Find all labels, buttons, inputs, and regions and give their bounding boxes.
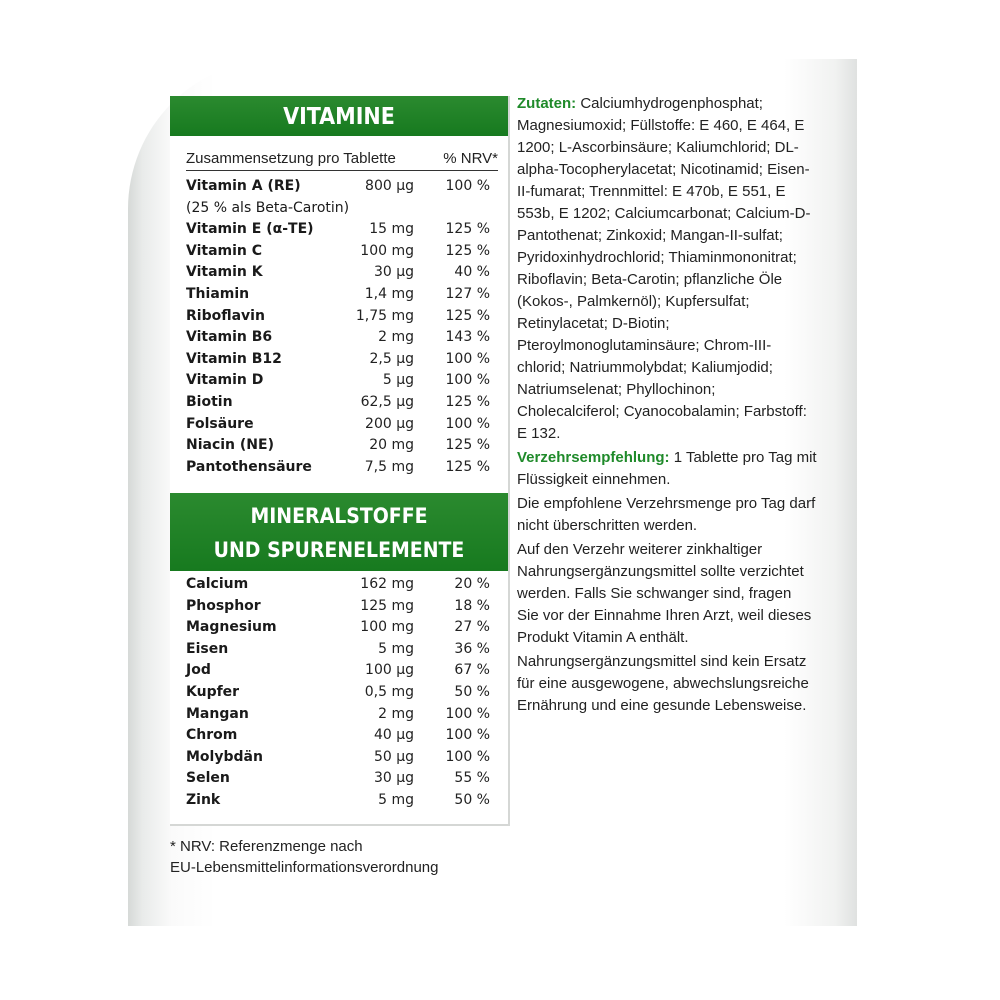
nutrient-nrv: 125 % <box>445 458 490 475</box>
recommendation-label: Verzehrsempfehlung: <box>517 449 670 466</box>
nutrient-name: Chrom <box>186 727 238 744</box>
nutrient-amount: 100 mg <box>360 242 414 259</box>
nutrient-nrv: 100 % <box>445 350 490 367</box>
table-row <box>186 414 498 436</box>
nutrient-name: Vitamin B12 <box>186 350 282 367</box>
nutrient-amount: 50 µg <box>373 748 414 765</box>
nutrient-nrv: 40 % <box>454 264 490 281</box>
table-row <box>186 306 498 328</box>
footnote-line1: * NRV: Referenzmenge nach <box>170 838 363 855</box>
table-row <box>186 241 498 263</box>
nutrient-nrv: 50 % <box>454 791 490 808</box>
ingredients-paragraph <box>517 93 817 445</box>
nutrient-name: Niacin (NE) <box>186 437 274 454</box>
table-row <box>186 435 498 457</box>
table-row <box>186 660 498 682</box>
table-row <box>186 725 498 747</box>
nutrient-amount: 62,5 µg <box>360 393 414 410</box>
nutrient-name: Vitamin B6 <box>186 329 273 346</box>
nutrition-table <box>170 96 510 826</box>
nutrient-name: Jod <box>186 662 211 679</box>
nutrient-name: Riboflavin <box>186 307 265 324</box>
ingredients-label: Zutaten: <box>517 95 577 112</box>
nutrient-amount: 162 mg <box>360 576 414 592</box>
nutrient-name: Vitamin D <box>186 372 264 389</box>
nutrient-name: Thiamin <box>186 285 250 302</box>
nutrient-nrv: 55 % <box>454 770 490 787</box>
nutrient-name: Molybdän <box>186 748 263 765</box>
table-row <box>186 219 498 241</box>
table-row <box>186 617 498 639</box>
minerals-heading-line1: MINERALSTOFFE <box>250 504 428 528</box>
product-info <box>517 93 817 719</box>
nutrient-nrv: 100 % <box>445 415 490 432</box>
notice-zinc-pregnancy: Auf den Verzehr weiterer zinkhaltiger Nahrungsergänzungsmittel sollte verzichtet werden. Falls Sie schwanger sind, fragen Sie vor der Einnahme Ihren Arzt, weil dieses Produkt Vitamin A enthält. <box>517 541 812 646</box>
nutrient-name: Vitamin K <box>186 264 263 281</box>
nutrient-amount: 30 µg <box>373 770 414 787</box>
nutrient-name: Biotin <box>186 393 233 410</box>
nutrient-amount: 100 mg <box>360 619 414 636</box>
nutrient-nrv: 18 % <box>454 597 490 614</box>
recommendation-paragraph <box>517 447 817 491</box>
table-row <box>186 198 498 220</box>
nutrient-nrv: 100 % <box>445 748 490 765</box>
nutrient-name: (25 % als Beta-Carotin) <box>186 199 350 216</box>
nutrient-amount: 5 µg <box>382 372 414 389</box>
nutrient-nrv: 50 % <box>454 683 490 700</box>
table-row <box>186 596 498 618</box>
table-row <box>186 704 498 726</box>
vitamin-rows <box>186 176 498 478</box>
table-row <box>186 327 498 349</box>
nutrient-nrv: 125 % <box>445 307 490 324</box>
notice-dosage: Die empfohlene Verzehrsmenge pro Tag darf nicht überschritten werden. <box>517 495 816 534</box>
nutrient-nrv: 143 % <box>445 329 490 346</box>
nutrient-name: Vitamin E (α-TE) <box>186 221 314 238</box>
nutrient-amount: 125 mg <box>360 597 414 614</box>
table-column-header <box>186 148 498 171</box>
notice-diet: Nahrungsergänzungsmittel sind kein Ersatz für eine ausgewogene, abwechslungsreiche Ernährung und eine gesunde Lebensweise. <box>517 653 809 714</box>
mineral-rows <box>186 574 498 812</box>
table-row <box>186 639 498 661</box>
nutrient-nrv: 20 % <box>454 576 490 592</box>
nutrient-nrv: 100 % <box>445 727 490 744</box>
nrv-footnote <box>170 836 510 878</box>
table-row <box>186 768 498 790</box>
nutrient-nrv: 125 % <box>445 437 490 454</box>
nutrient-name: Mangan <box>186 705 249 722</box>
table-row <box>186 790 498 812</box>
table-row <box>186 284 498 306</box>
nutrient-amount: 2 mg <box>378 329 414 346</box>
nutrient-name: Folsäure <box>186 415 254 432</box>
table-row <box>186 176 498 198</box>
nutrient-amount: 30 µg <box>373 264 414 281</box>
table-row <box>186 747 498 769</box>
nutrient-nrv: 125 % <box>445 242 490 259</box>
nutrient-amount: 2,5 µg <box>369 350 414 367</box>
recommendation-text: 1 Tablette pro Tag mit Flüssigkeit einnehmen. <box>517 449 817 488</box>
nutrient-name: Magnesium <box>186 619 277 636</box>
table-row <box>186 392 498 414</box>
nutrient-nrv: 127 % <box>445 285 490 302</box>
nutrient-amount: 0,5 mg <box>364 683 414 700</box>
footnote-line2: EU-Lebensmittelinformationsverordnung <box>170 859 439 876</box>
nutrient-nrv: 125 % <box>445 393 490 410</box>
composition-column-label: Zusammensetzung pro Tablette <box>186 150 396 167</box>
nutrient-name: Selen <box>186 770 230 787</box>
nutrient-name: Phosphor <box>186 597 261 614</box>
table-row <box>186 370 498 392</box>
minerals-heading <box>170 493 508 571</box>
table-row <box>186 457 498 479</box>
table-row <box>186 262 498 284</box>
nutrient-amount: 800 µg <box>365 178 414 194</box>
nutrient-amount: 100 µg <box>365 662 414 679</box>
nutrient-name: Zink <box>186 791 221 808</box>
nutrient-name: Vitamin A (RE) <box>186 178 301 194</box>
ingredients-text: Calciumhydrogenphosphat; Magnesiumoxid; Füllstoffe: E 460, E 464, E 1200; L-Ascorbinsäure; Kaliumchlorid; DL-alpha-Tocopherylacetat; Nicotinamid; Eisen-II-fumarat; Trennmittel: E 470b, E 551, E 553b, E 1202; Calciumcarbonat; Calcium-D-Pantothenat; Zinkoxid; Mangan-II-sulfat; Pyridoxinhydrochlorid; Thiaminmononitrat; Riboflavin; Beta-Carotin; pflanzliche Öle (Kokos-, Palmkernöl); Kupfersulfat; Retinylacetat; D-Biotin; Pteroylmonoglutaminsäure; Chrom-III-chlorid; Natriummolybdat; Kaliumjodid; Natriumselenat; Phyllochinon; Cholecalciferol; Cyanocobalamin; Farbstoff: E 132. <box>517 95 811 442</box>
nutrient-nrv: 36 % <box>454 640 490 657</box>
nutrient-amount: 15 mg <box>369 221 414 238</box>
nutrient-amount: 7,5 mg <box>364 458 414 475</box>
nutrient-name: Kupfer <box>186 683 240 700</box>
nutrient-nrv: 125 % <box>445 221 490 238</box>
nutrient-nrv: 100 % <box>445 705 490 722</box>
nutrient-amount: 5 mg <box>378 791 414 808</box>
nutrient-amount: 200 µg <box>365 415 414 432</box>
nutrient-nrv: 100 % <box>445 178 490 194</box>
minerals-heading-line2: UND SPURENELEMENTE <box>213 538 465 562</box>
nutrient-nrv: 67 % <box>454 662 490 679</box>
nutrient-amount: 2 mg <box>378 705 414 722</box>
nutrient-name: Eisen <box>186 640 229 657</box>
table-row <box>186 574 498 596</box>
nrv-column-label: % NRV* <box>443 150 498 167</box>
nutrient-amount: 5 mg <box>378 640 414 657</box>
nutrient-amount: 1,75 mg <box>355 307 414 324</box>
nutrient-name: Vitamin C <box>186 242 263 259</box>
nutrient-amount: 1,4 mg <box>364 285 414 302</box>
vitamins-heading: VITAMINE <box>170 96 508 136</box>
nutrient-amount: 40 µg <box>373 727 414 744</box>
nutrient-name: Calcium <box>186 576 249 592</box>
nutrient-nrv: 100 % <box>445 372 490 389</box>
table-row <box>186 682 498 704</box>
nutrient-nrv: 27 % <box>454 619 490 636</box>
nutrient-name: Pantothensäure <box>186 458 312 475</box>
table-row <box>186 349 498 371</box>
nutrient-amount: 20 mg <box>369 437 414 454</box>
